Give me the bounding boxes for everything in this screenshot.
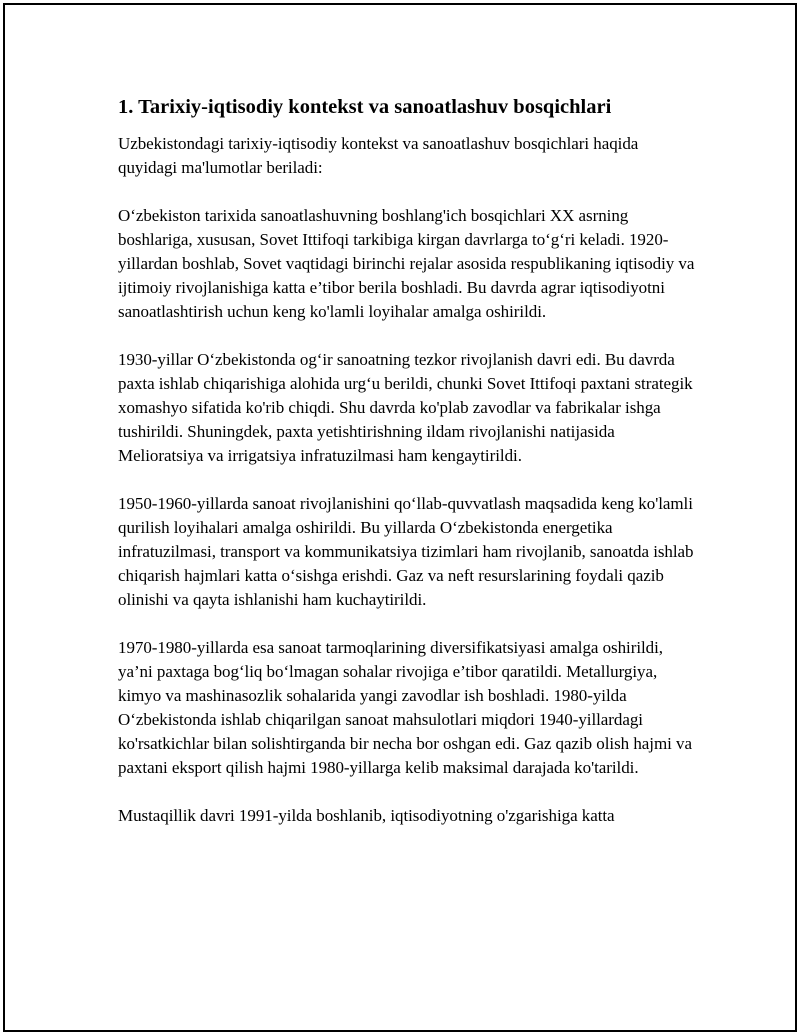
- paragraph-1920s: O‘zbekiston tarixida sanoatlashuvning boshlang'ich bosqichlari XX asrning boshlariga, xususan, Sovet Ittifoqi tarkibiga kirgan davrlarga to‘g‘ri keladi. 1920-yillardan boshlab, Sovet vaqtidagi birinchi rejalar asosida respublikaning iqtisodiy va ijtimoiy rivojlanishiga katta e’tibor berila boshladi. Bu davrda agrar iqtisodiyotni sanoatlashtirish uchun keng ko'lamli loyihalar amalga oshirildi.: [118, 206, 695, 321]
- paragraph-independence: Mustaqillik davri 1991-yilda boshlanib, iqtisodiyotning o'zgarishiga katta: [118, 806, 615, 825]
- intro-paragraph: Uzbekistondagi tarixiy-iqtisodiy kontekst va sanoatlashuv bosqichlari haqida quyidagi ma'lumotlar beriladi:: [118, 134, 639, 177]
- document-body: [118, 94, 698, 828]
- section-heading: 1. Tarixiy-iqtisodiy kontekst va sanoatlashuv bosqichlari: [118, 96, 612, 118]
- paragraph-1970-1980s: 1970-1980-yillarda esa sanoat tarmoqlarining diversifikatsiyasi amalga oshirildi, ya’ni paxtaga bog‘liq bo‘lmagan sohalar rivojiga e’tibor qaratildi. Metallurgiya, kimyo va mashinasozlik sohalarida yangi zavodlar ish boshladi. 1980-yilda O‘zbekistonda ishlab chiqarilgan sanoat mahsulotlari miqdori 1940-yillardagi ko'rsatkichlar bilan solishtirganda bir necha bor oshgan edi. Gaz qazib olish hajmi va paxtani eksport qilish hajmi 1980-yillarga kelib maksimal darajada ko'tarildi.: [118, 638, 692, 777]
- paragraph-1930s: 1930-yillar O‘zbekistonda og‘ir sanoatning tezkor rivojlanish davri edi. Bu davrda paxta ishlab chiqarishiga alohida urg‘u berildi, chunki Sovet Ittifoqi paxtani strategik xomashyo sifatida ko'rib chiqdi. Shu davrda ko'plab zavodlar va fabrikalar ishga tushirildi. Shuningdek, paxta yetishtirishning ildam rivojlanishi natijasida Melioratsiya va irrigatsiya infratuzilmasi ham kengaytirildi.: [118, 350, 693, 465]
- paragraph-1950-1960s: 1950-1960-yillarda sanoat rivojlanishini qo‘llab-quvvatlash maqsadida keng ko'lamli qurilish loyihalari amalga oshirildi. Bu yillarda O‘zbekistonda energetika infratuzilmasi, transport va kommunikatsiya tizimlari ham rivojlanib, sanoatda ishlab chiqarish hajmlari katta o‘sishga erishdi. Gaz va neft resurslarining foydali qazib olinishi va qayta ishlanishi ham kuchaytirildi.: [118, 494, 694, 609]
